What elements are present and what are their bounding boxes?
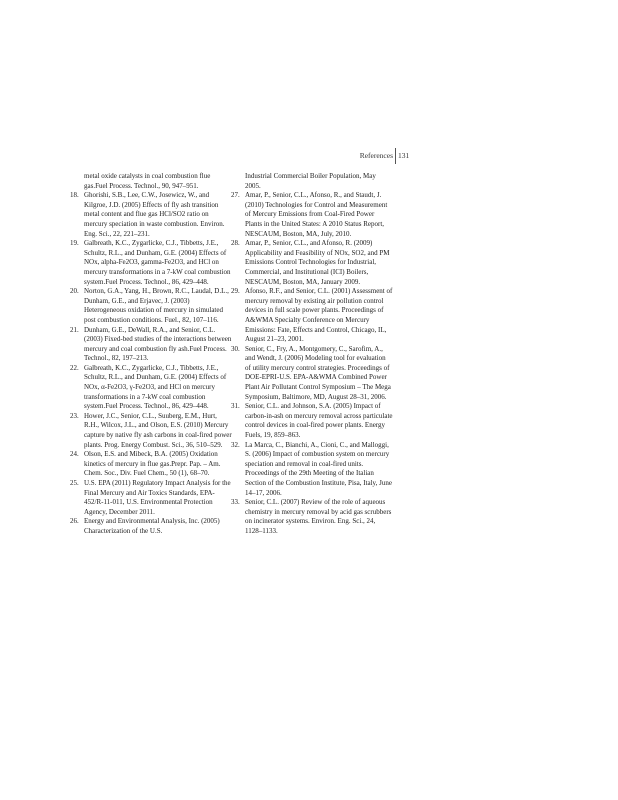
reference-text: Galbreath, K.C., Zygarlicke, C.J., Tibbetts, J.E., Schultz, R.L., and Dunham, G.E. (2004) Effects of NOx, α-Fe2O3, γ-Fe2O3, and HCl on mercury transformations in a 7-kW coal combustion system.Fuel Process. Technol., 86, 429–448. <box>84 363 227 411</box>
reference-number: 19. <box>70 239 79 248</box>
reference-entry <box>70 412 232 450</box>
reference-entry <box>70 450 232 479</box>
reference-number: 21. <box>70 325 79 334</box>
reference-number: 26. <box>70 517 79 526</box>
reference-text: Senior, C.L. (2007) Review of the role of aqueous chemistry in mercury removal by acid gas scrubbers on incinerator systems. Environ. Eng. Sci., 24, 1128–1133. <box>245 498 392 535</box>
reference-text: metal oxide catalysts in coal combustion flue gas.Fuel Process. Technol., 90, 947–951. <box>84 172 211 190</box>
reference-number: 33. <box>231 498 240 507</box>
reference-number: 23. <box>70 411 79 420</box>
reference-text: Dunham, G.E., DeWall, R.A., and Senior, C.L. (2003) Fixed-bed studies of the interactions between mercury and coal combustion fly ash.Fuel Process. Technol., 82, 197–213. <box>84 325 232 363</box>
reference-text: Norton, G.A., Yang, H., Brown, R.C., Laudal, D.L., Dunham, G.E., and Erjavec, J. (2003) Heterogeneous oxidation of mercury in simulated post combustion conditions. Fuel., 82, 107–116. <box>84 287 229 324</box>
header-rule <box>395 148 396 164</box>
reference-entry <box>70 239 232 287</box>
reference-entry <box>70 191 232 239</box>
reference-text: Amar, P., Senior, C.L., and Afonso, R. (2009) Applicability and Feasibility of NOx, SO2, and PM Emissions Control Technologies for Industrial, Commercial, and Institutional (ICI) Boilers, NESCAUM, Boston, MA, January 2009. <box>245 239 390 286</box>
reference-text: La Marca, C., Bianchi, A., Cioni, C., and Malloggi, S. (2006) Impact of combustion system on mercury speciation and removal in coal-fired units. Proceedings of the 29th Meeting of the Italian Section of the Combustion Institute, Pisa, Italy, June 14–17, 2006. <box>245 440 392 497</box>
reference-entry <box>70 364 232 412</box>
reference-entry <box>70 326 232 364</box>
reference-text: Industrial Commercial Boiler Population, May 2005. <box>245 172 376 190</box>
reference-text: Galbreath, K.C., Zygarlicke, C.J., Tibbetts, J.E., Schultz, R.L., and Dunham, G.E. (2004) Effects of NOx, alpha-Fe2O3, gamma-Fe2O3, and HCl on mercury transformations in a 7-kW coal combustion system.Fuel Process. Technol., 86, 429–448. <box>84 239 231 286</box>
reference-entry <box>231 345 393 403</box>
reference-text: Hower, J.C., Senior, C.L., Suuberg, E.M., Hurt, R.H., Wilcox, J.L., and Olson, E.S. (2010) Mercury capture by native fly ash carbons in coal-fired power plants. Prog. Energy Combust. Sci., 36, 510–529. <box>84 411 232 449</box>
reference-number: 29. <box>231 287 240 296</box>
reference-number: 24. <box>70 450 79 459</box>
reference-text: Amar, P., Senior, C.L., Afonso, R., and Staudt, J. (2010) Technologies for Control and Measurement of Mercury Emissions from Coal-Fired Power Plants in the United States: A 2010 Status Report, NESCAUM, Boston, MA, July, 2010. <box>245 191 388 238</box>
reference-entry <box>231 441 393 499</box>
reference-text: Afonso, R.F., and Senior, C.L. (2001) Assessment of mercury removal by existing air pollution control devices in full scale power plants. Proceedings of A&WMA Specialty Conference on Mercury Emissions: Fate, Effects and Control, Chicago, IL, August 21–23, 2001. <box>245 287 393 344</box>
references-right-column <box>231 172 393 537</box>
reference-number: 20. <box>70 287 79 296</box>
reference-text: Olson, E.S. and Mibeck, B.A. (2005) Oxidation kinetics of mercury in flue gas.Prepr. Pap. – Am. Chem. Soc., Div. Fuel Chem., 50 (1), 68–70. <box>84 450 221 478</box>
reference-entry <box>70 517 232 536</box>
running-head-section: References <box>359 151 393 160</box>
reference-entry <box>231 172 393 191</box>
reference-text: Ghorishi, S.B., Lee, C.W., Josewicz, W., and Kilgroe, J.D. (2005) Effects of fly ash transition metal content and flue gas HCl/SO2 ratio on mercury speciation in waste combustion. Environ. Eng. Sci., 22, 221–231. <box>84 191 225 238</box>
reference-entry <box>231 191 393 239</box>
page-number: 131 <box>398 151 410 160</box>
reference-text: Energy and Environmental Analysis, Inc. (2005) Characterization of the U.S. <box>84 517 220 535</box>
reference-text: U.S. EPA (2011) Regulatory Impact Analysis for the Final Mercury and Air Toxics Standards, EPA-452/R-11-011, U.S. Environmental Protection Agency, December 2011. <box>84 479 231 516</box>
reference-text: Senior, C., Fry, A., Montgomery, C., Sarofim, A., and Wendt, J. (2006) Modeling tool for evaluation of utility mercury control strategies. Proceedings of DOE-EPRI-U.S. EPA-A&WMA Combined Power Plant Air Pollutant Control Symposium – The Mega Symposium, Baltimore, MD, August 28–31, 2006. <box>245 344 391 401</box>
reference-text: Senior, C.L. and Johnson, S.A. (2005) Impact of carbon-in-ash on mercury removal across particulate control devices in coal-fired power plants. Energy Fuels, 19, 859–863. <box>245 402 393 440</box>
reference-number: 30. <box>231 344 240 353</box>
reference-entry <box>231 287 393 345</box>
reference-entry <box>231 239 393 287</box>
reference-entry <box>70 287 232 325</box>
reference-number: 22. <box>70 363 79 372</box>
reference-number: 27. <box>231 191 240 200</box>
reference-entry <box>70 479 232 517</box>
reference-entry <box>70 172 232 191</box>
reference-number: 25. <box>70 479 79 487</box>
reference-entry <box>231 402 393 440</box>
references-left-column <box>70 172 232 537</box>
reference-entry <box>231 498 393 536</box>
reference-number: 31. <box>231 402 240 411</box>
reference-number: 18. <box>70 191 79 200</box>
reference-number: 32. <box>231 440 240 449</box>
reference-number: 28. <box>231 239 240 248</box>
